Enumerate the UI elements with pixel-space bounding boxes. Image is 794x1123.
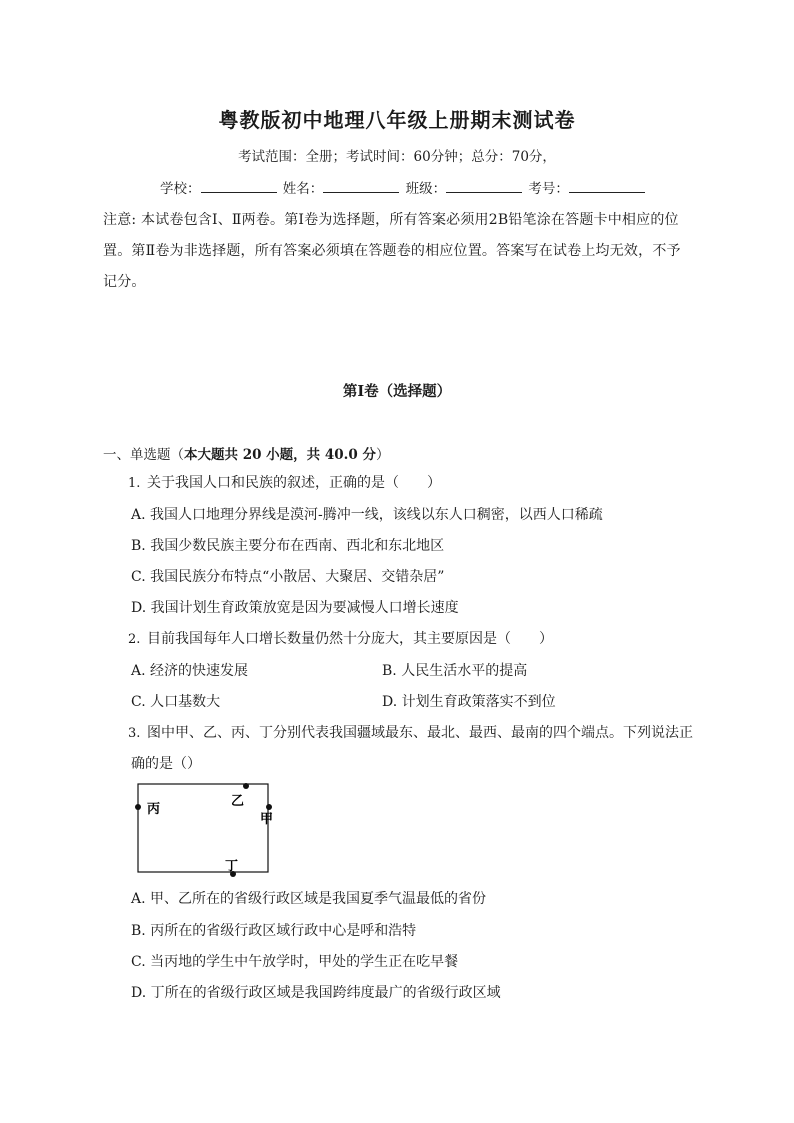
question-3-stem — [128, 722, 693, 742]
q3-option-b: B. 丙所在的省级行政区域行政中心是呼和浩特 — [131, 923, 417, 939]
question-text: 图中甲、乙、丙、丁分别代表我国疆域最东、最北、最西、最南的四个端点。下列说法正 — [147, 725, 693, 741]
west-label: 丙 — [147, 802, 161, 817]
part-prefix: 一、单选题（ — [103, 447, 184, 463]
q1-option-d: D. 我国计划生育政策放宽是因为要减慢人口增长速度 — [131, 600, 459, 616]
q3-option-a: A. 甲、乙所在的省级行政区域是我国夏季气温最低的省份 — [131, 891, 487, 907]
question-number: 2. — [128, 632, 141, 647]
q1-option-a: A. 我国人口地理分界线是漠河-腾冲一线，该线以东人口稠密，以西人口稀疏 — [131, 507, 603, 523]
q1-option-c: C. 我国民族分布特点“小散居、大聚居、交错杂居” — [131, 569, 445, 585]
page-title: 粤教版初中地理八年级上册期末测试卷 — [218, 108, 576, 132]
name-blank — [323, 180, 399, 193]
q3-option-d: D. 丁所在的省级行政区域是我国跨纬度最广的省级行政区域 — [131, 985, 501, 1001]
west-point — [135, 804, 141, 810]
q2-option-d: D. 计划生育政策落实不到位 — [382, 694, 556, 710]
extreme-points-diagram — [133, 780, 273, 880]
exam-info: 考试范围：全册；考试时间：60分钟；总分：70分， — [238, 149, 556, 165]
question-number: 3. — [128, 726, 141, 741]
question-text: 目前我国每年人口增长数量仍然十分庞大，其主要原因是（ ） — [147, 631, 553, 647]
q2-option-b: B. 人民生活水平的提高 — [382, 663, 528, 679]
south-label: 丁 — [225, 859, 239, 874]
north-label: 乙 — [231, 794, 245, 809]
name-label: 姓名： — [282, 181, 324, 197]
east-label: 甲 — [260, 812, 273, 827]
q3-option-c: C. 当丙地的学生中午放学时，甲处的学生正在吃早餐 — [131, 954, 459, 970]
part-heading — [103, 443, 389, 463]
question-text: 关于我国人口和民族的叙述，正确的是（ ） — [147, 475, 441, 491]
q2-option-a: A. 经济的快速发展 — [131, 663, 249, 679]
class-blank — [446, 180, 522, 193]
question-2-stem — [128, 628, 553, 648]
school-label: 学校： — [160, 181, 201, 197]
question-1-stem — [128, 472, 441, 492]
school-blank — [201, 180, 277, 193]
question-3-stem-cont: 确的是（） — [131, 756, 201, 772]
exam-no-blank — [569, 180, 645, 193]
student-info-fields — [160, 177, 647, 197]
exam-notice: 注意: 本试卷包含Ⅰ、Ⅱ两卷。第Ⅰ卷为选择题，所有答案必须用2B铅笔涂在答题卡中相应的位置。第Ⅱ卷为非选择题，所有答案必须填在答题卷的相应位置。答案写在试卷上均无效，不予记分。 — [103, 212, 681, 290]
exam-no-label: 考号： — [528, 181, 569, 197]
east-point — [266, 804, 272, 810]
part-detail: 本大题共 20 小题，共 40.0 分 — [184, 447, 376, 463]
question-number: 1. — [128, 476, 141, 491]
diagram-frame — [138, 784, 268, 872]
class-label: 班级： — [405, 181, 447, 197]
q2-option-c: C. 人口基数大 — [131, 694, 221, 710]
part-suffix: ） — [375, 447, 390, 463]
north-point — [243, 783, 249, 789]
section-title: 第Ⅰ卷（选择题） — [342, 383, 452, 400]
q1-option-b: B. 我国少数民族主要分布在西南、西北和东北地区 — [131, 538, 445, 554]
